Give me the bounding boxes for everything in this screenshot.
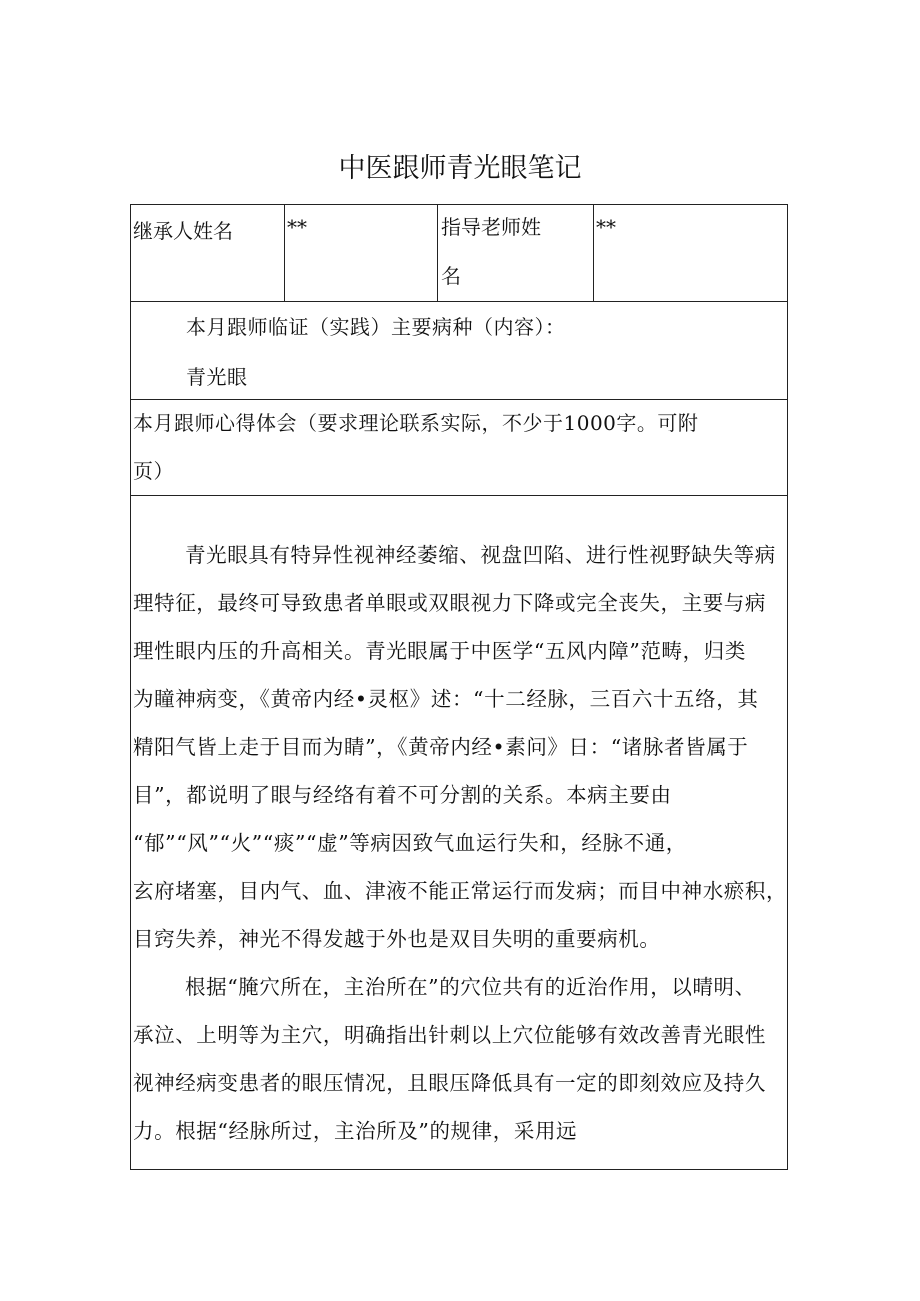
body-line: 理性眼内压的升高相关。青光眼属于中医学“五风内障”范畴，归类 [133,639,746,663]
body-line: 目窍失养，神光不得发越于外也是双目失明的重要病机。 [133,927,661,951]
column-divider [437,205,438,301]
heir-name-label: 继承人姓名 [133,219,233,243]
body-line: 精阳气皆上走于目而为睛”，《黄帝内经•素问》日：“诸脉者皆属于 [133,735,749,759]
body-line: 力。根据“经脉所过，主治所及”的规律，采用远 [133,1119,578,1143]
row-divider [131,301,787,302]
body-line: 承泣、上明等为主穴，明确指出针刺以上穴位能够有效改善青光眼性 [133,1023,766,1047]
row-divider [131,495,787,496]
teacher-name-value: ** [596,215,616,239]
body-line: 玄府堵塞，目内气、血、津液不能正常运行而发病；而目中神水瘀积， [133,879,788,903]
body-line: 理特征，最终可导致患者单眼或双眼视力下降或完全丧失，主要与病 [133,591,766,615]
body-line: “郁”“风”“火”“痰”“虚”等病因致气血运行失和，经脉不通， [133,831,687,855]
teacher-name-label-line1: 指导老师姓 [441,215,541,239]
body-line: 目”，都说明了眼与经络有着不可分割的关系。本病主要由 [133,783,672,807]
practice-label: 本月跟师临证（实践）主要病种（内容）： [186,315,566,339]
page-title: 中医跟师青光眼笔记 [338,153,582,184]
column-divider [284,205,285,301]
body-paragraph-1 [133,531,789,963]
column-divider [593,205,594,301]
experience-label-line2: 页） [133,459,174,483]
body-line: 视神经病变患者的眼压情况，且眼压降低具有一定的即刻效应及持久 [133,1071,766,1095]
teacher-name-label-line2: 名 [441,264,461,288]
body-line: 青光眼具有特异性视神经萎缩、视盘凹陷、进行性视野缺失等病 [185,543,776,567]
heir-name-value: ** [287,215,307,239]
record-table [130,204,788,1170]
practice-value: 青光眼 [186,365,248,389]
experience-label-line1: 本月跟师心得体会（要求理论联系实际，不少于1000字。可附 [133,411,699,435]
body-line: 根据“腌穴所在，主治所在”的穴位共有的近治作用，以晴明、 [185,975,756,999]
body-line: 为瞳神病变，《黄帝内经•灵枢》述：“十二经脉，三百六十五络，其 [133,687,759,711]
body-paragraph-2 [133,963,789,1155]
